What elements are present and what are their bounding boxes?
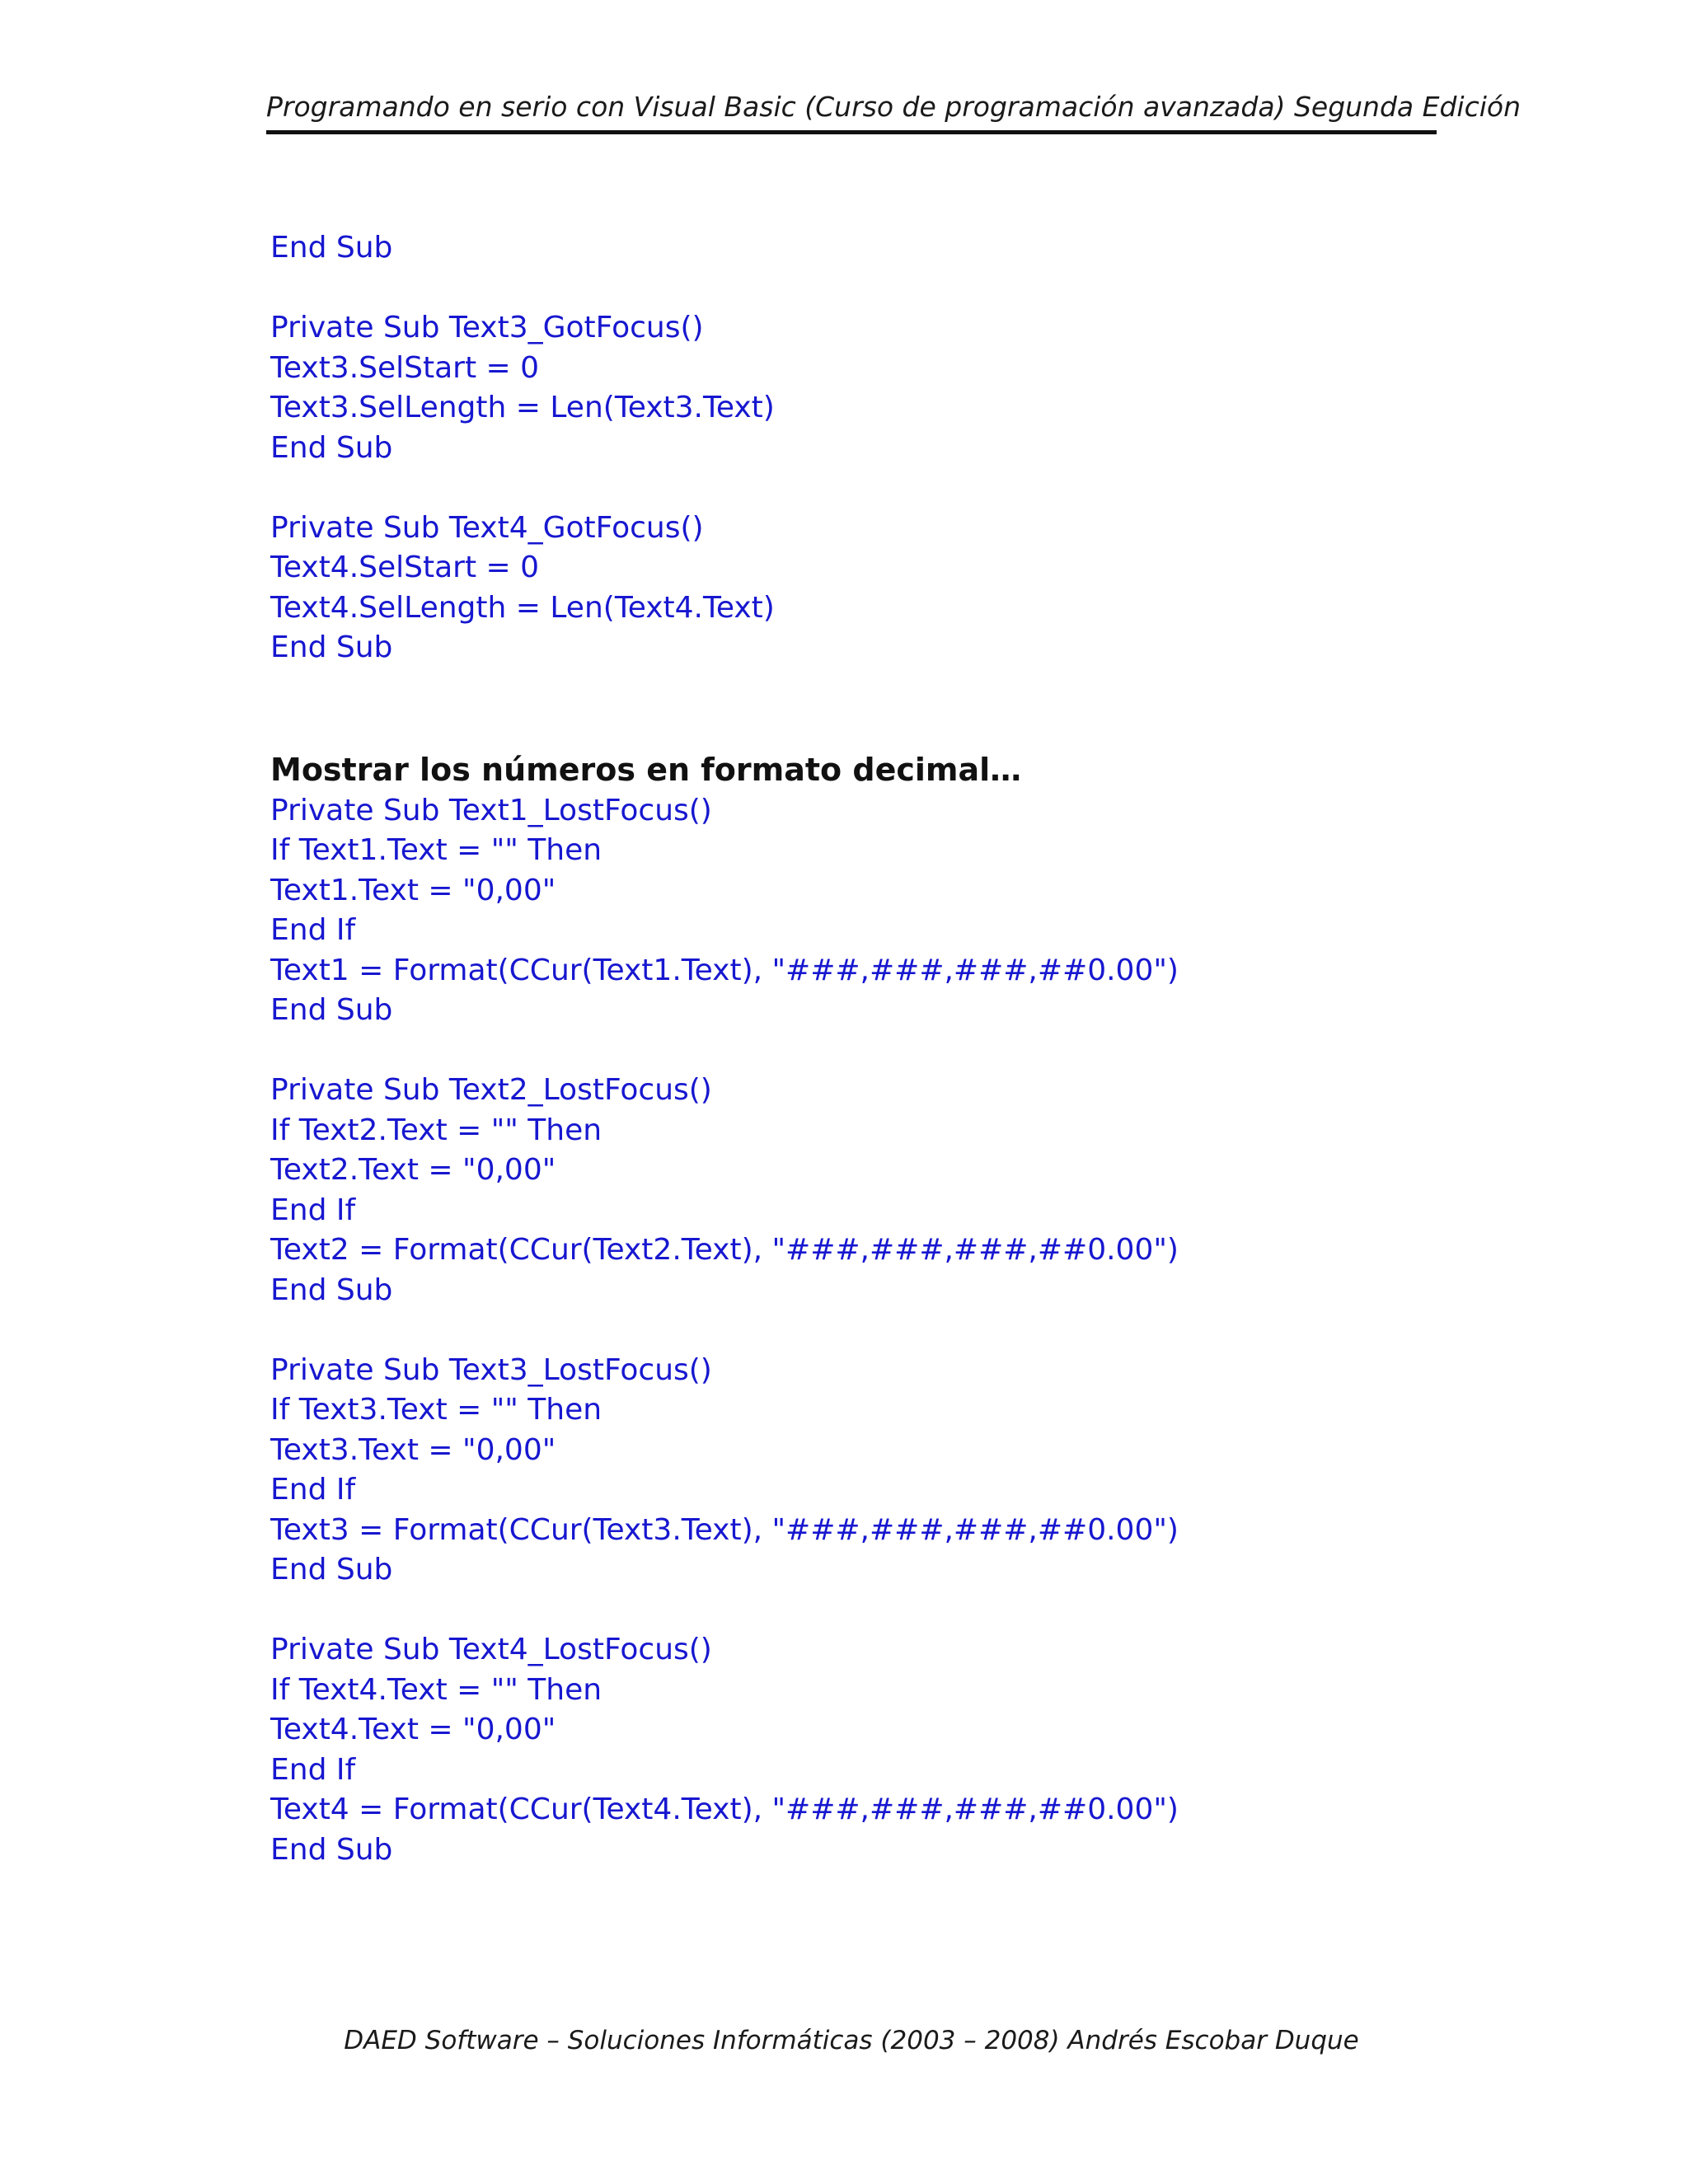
section-heading: Mostrar los números en formato decimal… bbox=[270, 751, 1022, 788]
code-line: End Sub bbox=[270, 1832, 393, 1867]
blank-line bbox=[270, 1591, 1507, 1631]
code-line: Text4 = Format(CCur(Text4.Text), "###,###,###,##0.00") bbox=[270, 1793, 1179, 1826]
blank-line bbox=[270, 668, 1507, 748]
code-line: Text1.Text = "0,00" bbox=[270, 873, 556, 907]
code-line: Text4.SelStart = 0 bbox=[270, 551, 540, 584]
code-line: If Text4.Text = "" Then bbox=[270, 1672, 603, 1707]
code-line: Text3.Text = "0,00" bbox=[270, 1432, 556, 1467]
code-line: Text3.SelStart = 0 bbox=[270, 350, 540, 385]
blank-line bbox=[270, 1310, 1507, 1351]
code-line: Private Sub Text3_LostFocus() bbox=[270, 1352, 712, 1387]
blank-line bbox=[270, 1031, 1507, 1071]
code-line: Text2 = Format(CCur(Text2.Text), "###,###,###,##0.00") bbox=[270, 1233, 1179, 1267]
blank-line bbox=[270, 269, 1507, 309]
code-line: Text3 = Format(CCur(Text3.Text), "###,###,###,##0.00") bbox=[270, 1512, 1179, 1547]
code-line: Private Sub Text1_LostFocus() bbox=[270, 793, 712, 827]
header-rule bbox=[266, 130, 1437, 134]
code-line: Text4.SelLength = Len(Text4.Text) bbox=[270, 590, 775, 625]
code-line: End If bbox=[270, 1752, 356, 1787]
code-line: End If bbox=[270, 1193, 356, 1227]
page-footer: DAED Software – Soluciones Informáticas (2003 – 2008) Andrés Escobar Duque bbox=[344, 2026, 1359, 2055]
blank-line bbox=[270, 468, 1507, 509]
code-line: Text1 = Format(CCur(Text1.Text), "###,###,###,##0.00") bbox=[270, 953, 1179, 987]
code-line: Text3.SelLength = Len(Text3.Text) bbox=[270, 391, 775, 424]
code-line: If Text1.Text = "" Then bbox=[270, 833, 603, 867]
code-line: End Sub bbox=[270, 993, 393, 1027]
code-line: Private Sub Text2_LostFocus() bbox=[270, 1073, 712, 1107]
page-header: Programando en serio con Visual Basic (Curso de programación avanzada) Segunda Edición bbox=[266, 91, 1522, 123]
code-line: End If bbox=[270, 913, 356, 947]
code-line: Text4.Text = "0,00" bbox=[270, 1713, 556, 1746]
code-line: Private Sub Text3_GotFocus() bbox=[270, 311, 704, 344]
code-listing bbox=[270, 228, 1507, 1870]
code-line: If Text2.Text = "" Then bbox=[270, 1113, 603, 1147]
code-line: End If bbox=[270, 1473, 356, 1507]
code-line: If Text3.Text = "" Then bbox=[270, 1393, 603, 1427]
code-line: End Sub bbox=[270, 231, 393, 265]
code-line: End Sub bbox=[270, 1272, 393, 1307]
code-line: Text2.Text = "0,00" bbox=[270, 1153, 556, 1187]
code-line: End Sub bbox=[270, 630, 393, 664]
code-line: Private Sub Text4_GotFocus() bbox=[270, 510, 704, 545]
code-line: End Sub bbox=[270, 1553, 393, 1586]
code-line: Private Sub Text4_LostFocus() bbox=[270, 1633, 712, 1666]
code-line: End Sub bbox=[270, 430, 393, 465]
